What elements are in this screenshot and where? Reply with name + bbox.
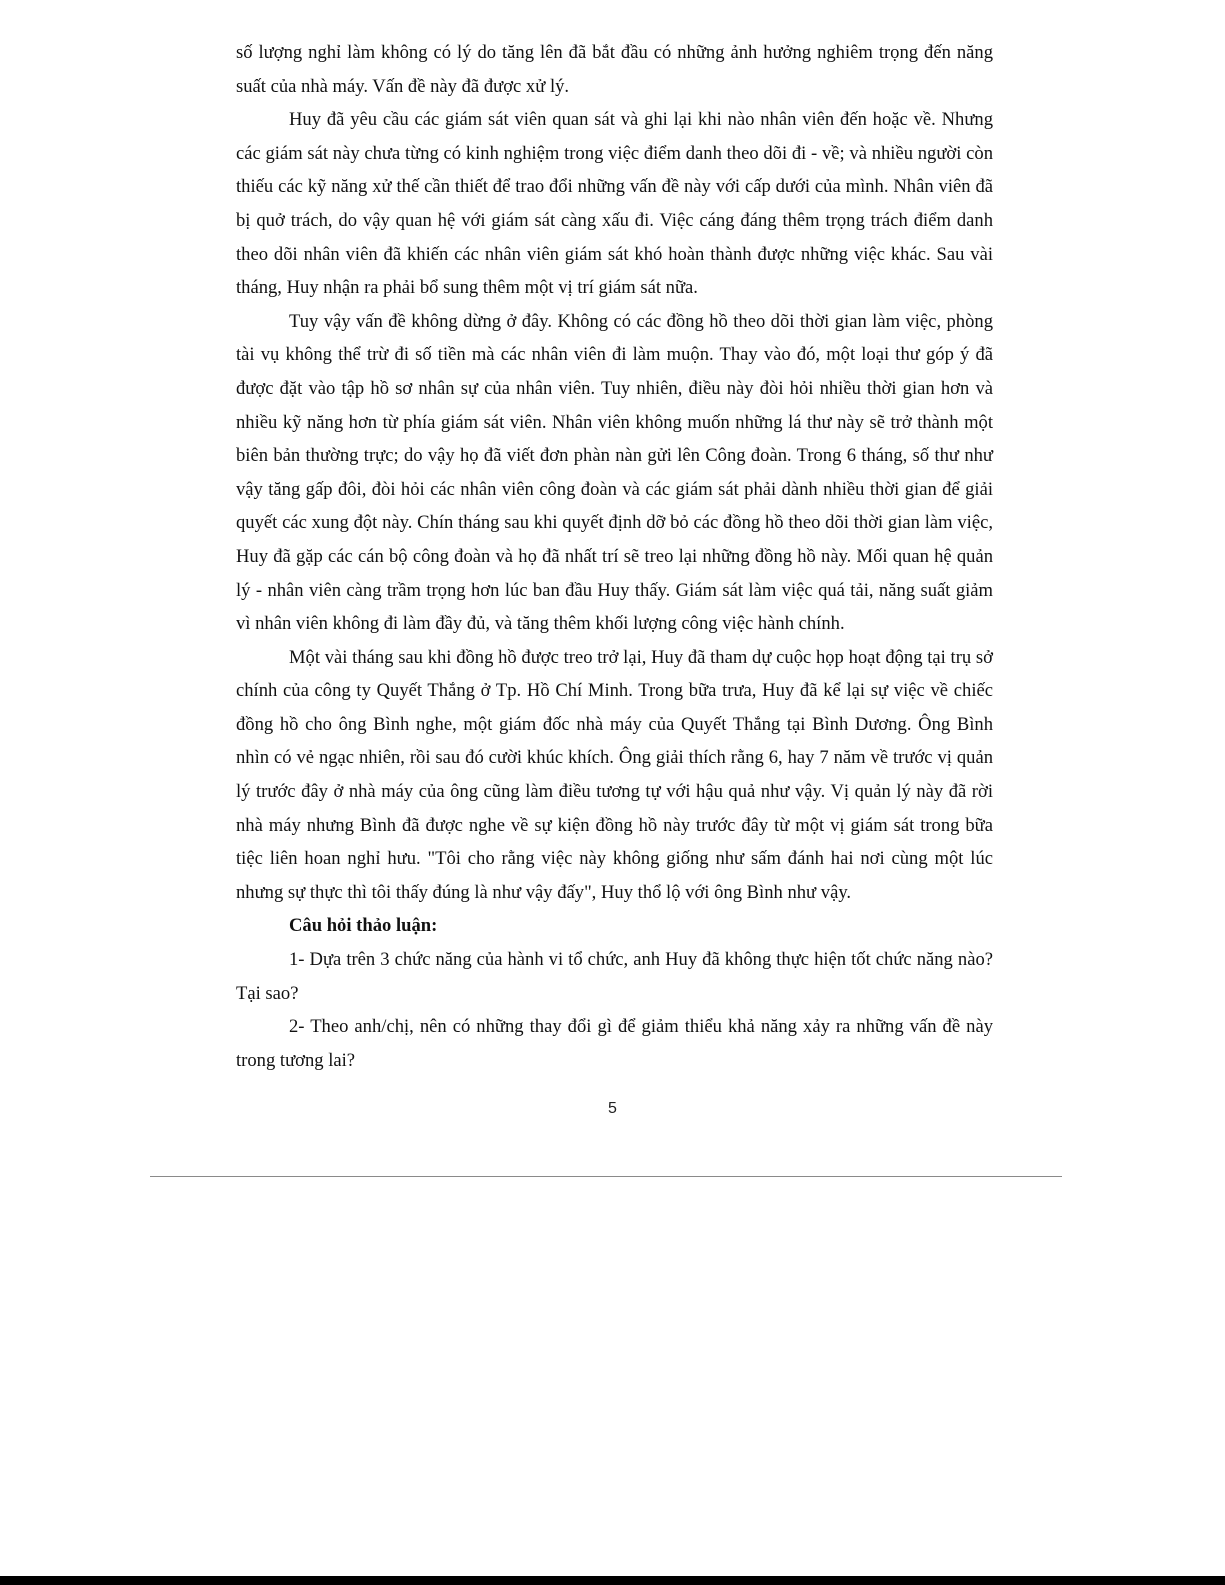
page-number: 5 [608, 1100, 617, 1117]
paragraph-supervisors: Huy đã yêu cầu các giám sát viên quan sát và ghi lại khi nào nhân viên đến hoặc về. Nhưng các giám sát này chưa từng có kinh nghiệm trong việc điểm danh theo dõi đi - về; và nhiều người còn thiếu các kỹ năng xử thế cần thiết để trao đổi những vấn đề này với cấp dưới của mình. Nhân viên đã bị quở trách, do vậy quan hệ với giám sát càng xấu đi. Việc cáng đáng thêm trọng trách điểm danh theo dõi nhân viên đã khiến các nhân viên giám sát khó hoàn thành được những việc khác. Sau vài tháng, Huy nhận ra phải bổ sung thêm một vị trí giám sát nữa. [236, 109, 993, 299]
question-1: 1- Dựa trên 3 chức năng của hành vi tổ chức, anh Huy đã không thực hiện tốt chức năng nào? Tại sao? [236, 949, 993, 1004]
paragraph-meeting: Một vài tháng sau khi đồng hồ được treo trở lại, Huy đã tham dự cuộc họp hoạt động tại trụ sở chính của công ty Quyết Thắng ở Tp. Hồ Chí Minh. Trong bữa trưa, Huy đã kể lại sự việc về chiếc đồng hồ cho ông Bình nghe, một giám đốc nhà máy của Quyết Thắng tại Bình Dương. Ông Bình nhìn có vẻ ngạc nhiên, rồi sau đó cười khúc khích. Ông giải thích rằng 6, hay 7 năm về trước vị quản lý trước đây ở nhà máy của ông cũng làm điều tương tự với hậu quả như vậy. Vị quản lý này đã rời nhà máy nhưng Bình đã được nghe về sự kiện đồng hồ này trước đây từ một vị giám sát trong bữa tiệc liên hoan nghỉ hưu. "Tôi cho rằng việc này không giống như sấm đánh hai nơi cùng một lúc nhưng sự thực thì tôi thấy đúng là như vậy đấy", Huy thổ lộ với ông Bình như vậy. [236, 646, 993, 903]
document-page [236, 36, 993, 1077]
paragraph-consequences: Tuy vậy vấn đề không dừng ở đây. Không có các đồng hồ theo dõi thời gian làm việc, phòng tài vụ không thể trừ đi số tiền mà các nhân viên đi làm muộn. Thay vào đó, một loại thư góp ý đã được đặt vào tập hồ sơ nhân sự của nhân viên. Tuy nhiên, điều này đòi hỏi nhiều thời gian hơn và nhiều kỹ năng hơn từ phía giám sát viên. Nhân viên không muốn những lá thư này sẽ trở thành một biên bản thường trực; do vậy họ đã viết đơn phàn nàn gửi lên Công đoàn. Trong 6 tháng, số thư như vậy tăng gấp đôi, đòi hỏi các nhân viên công đoàn và các giám sát phải dành nhiều thời gian để giải quyết các xung đột này. Chín tháng sau khi quyết định dỡ bỏ các đồng hồ theo dõi thời gian làm việc, Huy đã gặp các cán bộ công đoàn và họ đã nhất trí sẽ treo lại những đồng hồ này. Mối quan hệ quản lý - nhân viên càng trầm trọng hơn lúc ban đầu Huy thấy. Giám sát làm việc quá tải, năng suất giảm vì nhân viên không đi làm đầy đủ, và tăng thêm khối lượng công việc hành chính. [236, 310, 993, 635]
paragraph-continuation: số lượng nghỉ làm không có lý do tăng lên đã bắt đầu có những ảnh hưởng nghiêm trọng đến năng suất của nhà máy. Vấn đề này đã được xử lý. [236, 42, 993, 97]
page-divider [150, 1176, 1062, 1177]
question-2: 2- Theo anh/chị, nên có những thay đổi gì để giảm thiểu khả năng xảy ra những vấn đề này trong tương lai? [236, 1016, 993, 1071]
bottom-edge-bar [0, 1576, 1225, 1585]
discussion-heading: Câu hỏi thảo luận: [289, 915, 438, 937]
